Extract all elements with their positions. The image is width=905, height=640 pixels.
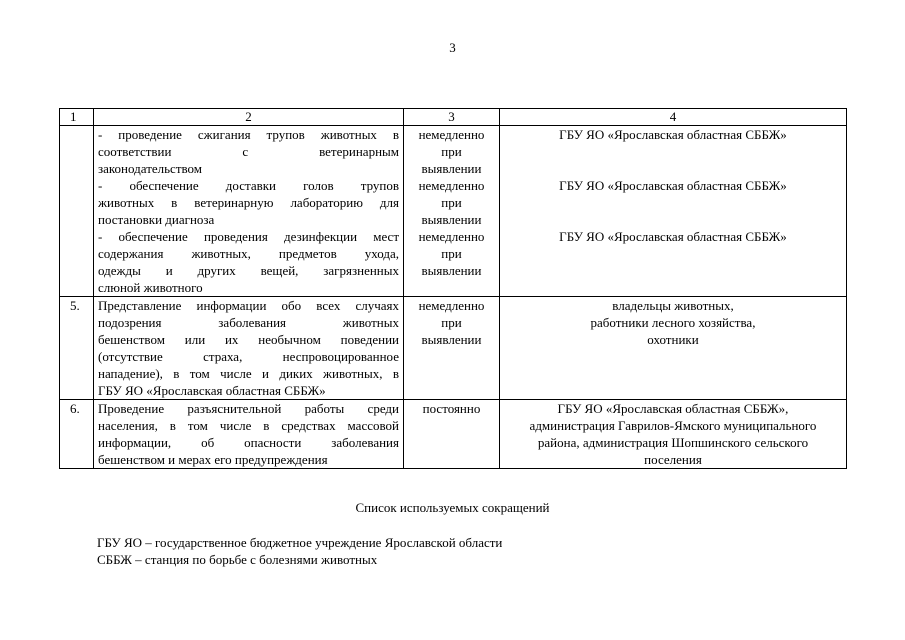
responsible-line: администрация Гаврилов-Ямского муниципального bbox=[529, 418, 817, 433]
sub-measure-3 bbox=[94, 228, 403, 296]
timing-cell bbox=[404, 400, 500, 469]
timing-line: при bbox=[441, 246, 462, 261]
text-line: нападение), в том числе и диких животных, в bbox=[98, 366, 399, 381]
text-line: соответствии с ветеринарным bbox=[98, 144, 399, 159]
timing-cell bbox=[404, 297, 500, 400]
abbreviation-item: ГБУ ЯО – государственное бюджетное учреждение Ярославской области bbox=[97, 535, 503, 550]
timing-line: при bbox=[441, 195, 462, 210]
header-col-1: 1 bbox=[60, 109, 94, 126]
header-col-2: 2 bbox=[94, 109, 404, 126]
timing-line: выявлении bbox=[421, 332, 482, 347]
table-row-continued bbox=[60, 126, 847, 297]
responsible-line: охотники bbox=[647, 332, 699, 347]
text-line: информации, об опасности заболевания bbox=[98, 435, 399, 450]
responsible-line: ГБУ ЯО «Ярославская областная СББЖ» bbox=[559, 229, 787, 244]
abbreviations-title: Список используемых сокращений bbox=[355, 500, 550, 515]
sub-measure-1 bbox=[94, 126, 403, 177]
text-line: (отсутствие страха, неспровоцированное bbox=[98, 349, 399, 364]
responsible-line: района, администрация Шопшинского сельского bbox=[537, 435, 809, 450]
text-line: Проведение разъяснительной работы среди bbox=[98, 401, 399, 416]
responsible-line: ГБУ ЯО «Ярославская областная СББЖ» bbox=[559, 127, 787, 142]
timing-block-1 bbox=[404, 126, 499, 177]
text-line: животных в ветеринарную лабораторию для bbox=[98, 195, 399, 210]
responsible-line: ГБУ ЯО «Ярославская областная СББЖ», bbox=[557, 401, 789, 416]
header-col-4: 4 bbox=[500, 109, 847, 126]
responsible-cell bbox=[500, 297, 847, 400]
timing-line: постоянно bbox=[422, 401, 481, 416]
timing-line: немедленно bbox=[418, 178, 485, 193]
text-line: постановки диагноза bbox=[98, 212, 215, 227]
timing-cell bbox=[404, 126, 500, 297]
sub-measure-2 bbox=[94, 177, 403, 228]
timing-line: выявлении bbox=[421, 161, 482, 176]
measure-cell bbox=[94, 297, 404, 400]
row-number bbox=[60, 126, 94, 297]
responsible-cell bbox=[500, 400, 847, 469]
text-line: бешенством и мерах его предупреждения bbox=[98, 452, 328, 467]
text-line: - обеспечение доставки голов трупов bbox=[98, 178, 399, 193]
responsible-block-1 bbox=[500, 126, 846, 177]
measure-cell bbox=[94, 126, 404, 297]
row-number: 6. bbox=[60, 400, 94, 469]
text-line: - проведение сжигания трупов животных в bbox=[98, 127, 399, 142]
responsible-cell bbox=[500, 126, 847, 297]
timing-block-2 bbox=[404, 177, 499, 228]
text-line: содержания животных, предметов ухода, bbox=[98, 246, 399, 261]
timing-line: немедленно bbox=[418, 229, 485, 244]
row-number: 5. bbox=[60, 297, 94, 400]
page-number: 3 bbox=[449, 40, 456, 55]
timing-block-3 bbox=[404, 228, 499, 279]
text-line: одежды и других вещей, загрязненных bbox=[98, 263, 399, 278]
responsible-block-3 bbox=[500, 228, 846, 245]
table-row-5 bbox=[60, 297, 847, 400]
text-line: ГБУ ЯО «Ярославская областная СББЖ» bbox=[98, 383, 326, 398]
timing-line: при bbox=[441, 144, 462, 159]
abbreviations-list bbox=[97, 534, 502, 568]
text-line: населения, в том числе в средствах массовой bbox=[98, 418, 399, 433]
timing-line: при bbox=[441, 315, 462, 330]
text-line: бешенством или их необычном поведении bbox=[98, 332, 399, 347]
responsible-line: работники лесного хозяйства, bbox=[590, 315, 756, 330]
measure-cell bbox=[94, 400, 404, 469]
text-line: слюной животного bbox=[98, 280, 203, 295]
text-line: - обеспечение проведения дезинфекции мест bbox=[98, 229, 399, 244]
text-line: Представление информации обо всех случаях bbox=[98, 298, 399, 313]
responsible-line: владельцы животных, bbox=[612, 298, 734, 313]
measures-table bbox=[59, 108, 847, 469]
text-line: подозрения заболевания животных bbox=[98, 315, 399, 330]
responsible-line: ГБУ ЯО «Ярославская областная СББЖ» bbox=[559, 178, 787, 193]
table-header-row bbox=[60, 109, 847, 126]
timing-line: выявлении bbox=[421, 212, 482, 227]
responsible-block-2 bbox=[500, 177, 846, 228]
timing-line: немедленно bbox=[418, 127, 485, 142]
abbreviation-item: СББЖ – станция по борьбе с болезнями животных bbox=[97, 552, 378, 567]
table-row-6 bbox=[60, 400, 847, 469]
header-col-3: 3 bbox=[404, 109, 500, 126]
timing-line: выявлении bbox=[421, 263, 482, 278]
responsible-line: поселения bbox=[644, 452, 702, 467]
text-line: законодательством bbox=[98, 161, 203, 176]
timing-line: немедленно bbox=[418, 298, 485, 313]
